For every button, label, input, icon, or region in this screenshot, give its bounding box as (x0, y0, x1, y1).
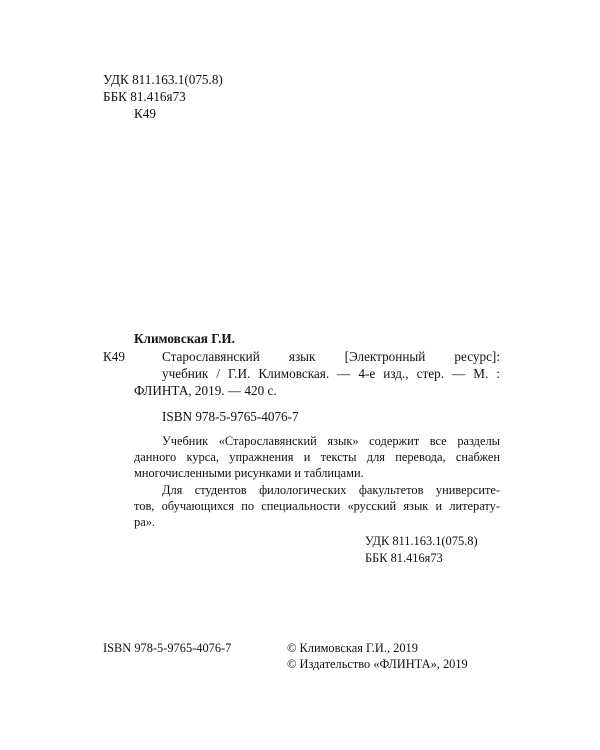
bottom-isbn: ISBN 978-5-9765-4076-7 (103, 641, 232, 655)
top-bbk-code: ББК 81.416я73 (103, 89, 186, 104)
annotation-2-line-3: ра». (134, 515, 155, 529)
card-title-line-2: учебник / Г.И. Климовская. — 4-е изд., стер. — М. : (162, 366, 500, 381)
card-title-line-3: ФЛИНТА, 2019. — 420 с. (134, 383, 277, 398)
card-title-line-1: Старославянский язык [Электронный ресурс]: (162, 349, 500, 364)
annotation-1-line-2: данного курса, упражнения и тексты для перевода, снабжен (134, 450, 500, 464)
copyright-author: © Климовская Г.И., 2019 (287, 641, 418, 655)
annotation-1-line-3: многочисленными рисунками и таблицами. (134, 466, 364, 480)
card-author-mark: К49 (103, 349, 125, 364)
top-udk-code: УДК 811.163.1(075.8) (103, 72, 223, 87)
card-udk-code: УДК 811.163.1(075.8) (365, 534, 478, 548)
card-author: Климовская Г.И. (134, 331, 235, 346)
annotation-1-line-1: Учебник «Старославянский язык» содержит все разделы (162, 434, 500, 448)
annotation-2-line-1: Для студентов филологических факультетов университе- (162, 483, 500, 497)
card-bbk-code: ББК 81.416я73 (365, 551, 443, 565)
card-isbn: ISBN 978-5-9765-4076-7 (162, 409, 299, 424)
copyright-publisher: © Издательство «ФЛИНТА», 2019 (287, 657, 468, 671)
annotation-2-line-2: тов, обучающихся по специальности «русский язык и литерату- (134, 499, 500, 513)
top-author-mark: К49 (134, 106, 156, 121)
